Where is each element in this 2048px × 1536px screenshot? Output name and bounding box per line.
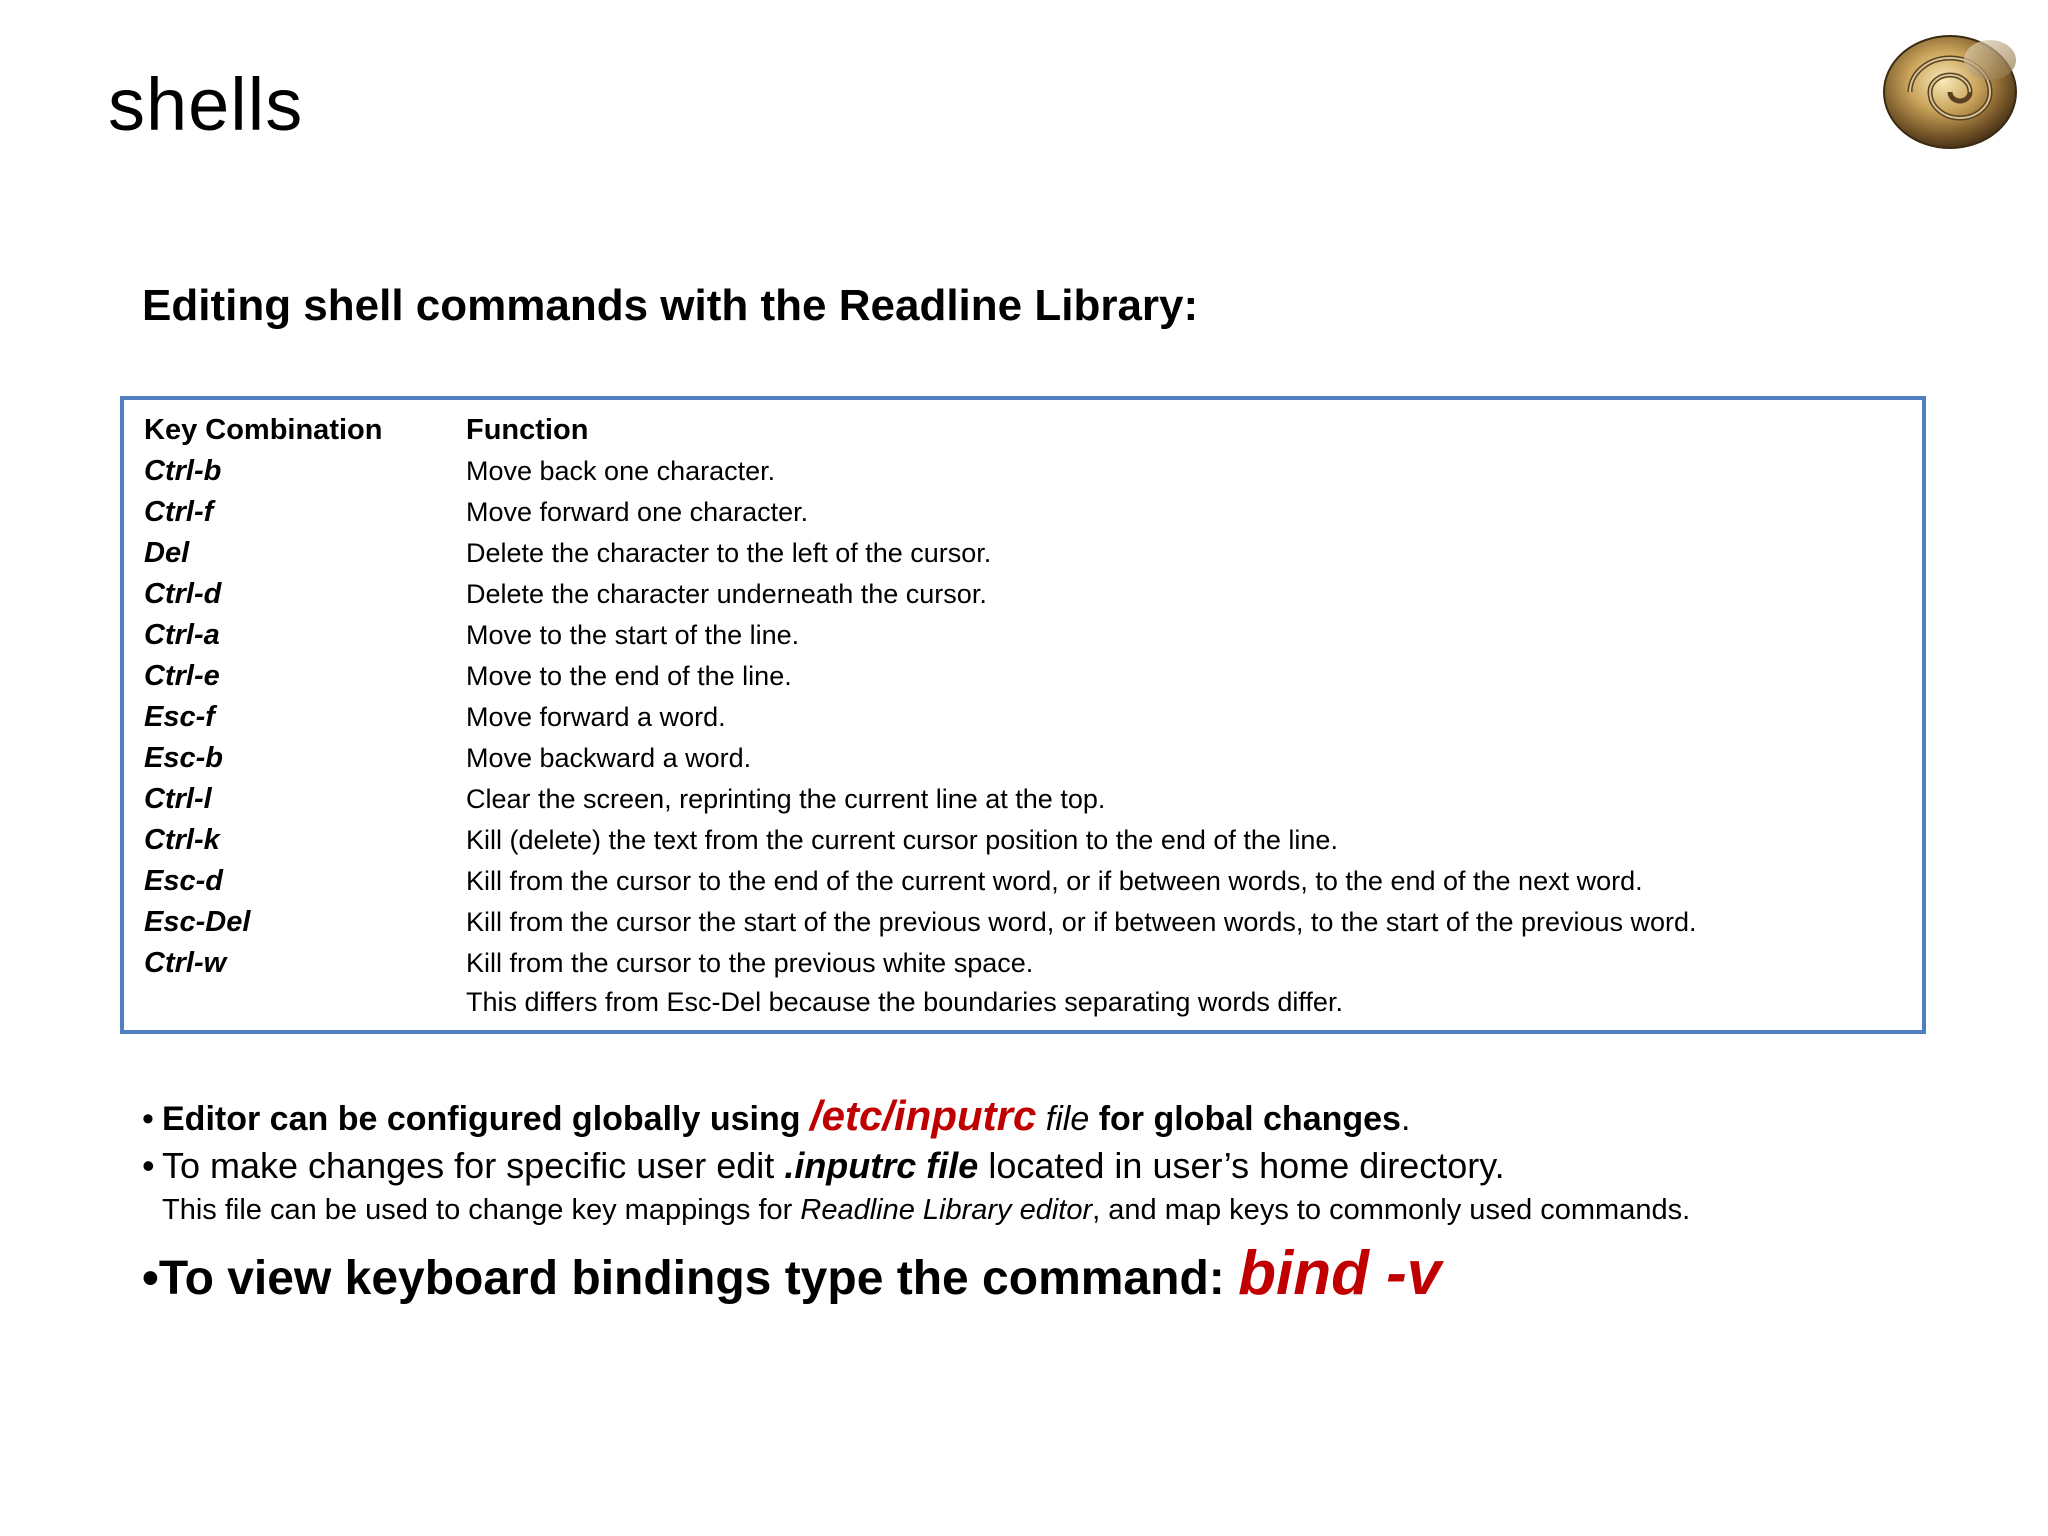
key-bindings-table <box>120 396 1926 1034</box>
table-row <box>144 615 1904 655</box>
key-cell: Ctrl-a <box>144 619 220 651</box>
table-header <box>144 410 1904 450</box>
note-italic: Readline Library editor <box>800 1194 1093 1226</box>
bullet-text-end: located in user’s home directory. <box>978 1145 1505 1186</box>
key-cell: Esc-f <box>144 701 215 733</box>
header-function: Function <box>466 414 589 446</box>
function-cell: Kill from the cursor the start of the previous word, or if between words, to the start of the previous word. <box>466 907 1697 937</box>
table-row <box>144 697 1904 737</box>
bullet-global-config <box>142 1090 1410 1145</box>
bullet-dot: • <box>142 1252 159 1305</box>
key-cell: Ctrl-b <box>144 455 222 487</box>
function-cell: Kill from the cursor to the previous white space. <box>466 948 1034 978</box>
table-row <box>144 779 1904 819</box>
bullet-text: To view keyboard bindings type the command: <box>158 1252 1239 1305</box>
bullet-text: Editor can be configured globally using <box>162 1100 810 1138</box>
key-cell: Ctrl-w <box>144 947 227 979</box>
table-row <box>144 451 1904 491</box>
bind-command: bind -v <box>1238 1239 1442 1308</box>
note-text-end: , and map keys to commonly used commands. <box>1092 1194 1691 1226</box>
table-footnote-row <box>144 982 1904 1022</box>
bullet-view-bindings <box>142 1236 1441 1317</box>
function-cell: Kill (delete) the text from the current cursor position to the end of the line. <box>466 825 1338 855</box>
bullet-user-config <box>142 1140 1505 1192</box>
table-footnote: This differs from Esc-Del because the boundaries separating words differ. <box>466 987 1343 1017</box>
note-text: This file can be used to change key mappings for <box>162 1194 801 1226</box>
key-cell: Ctrl-e <box>144 660 220 692</box>
table-row <box>144 902 1904 942</box>
function-cell: Move forward a word. <box>466 702 726 732</box>
key-cell: Esc-Del <box>144 906 251 938</box>
bullet-text-end: for global changes <box>1089 1100 1401 1138</box>
function-cell: Clear the screen, reprinting the current line at the top. <box>466 784 1106 814</box>
user-config-note <box>162 1188 1690 1232</box>
key-cell: Ctrl-l <box>144 783 212 815</box>
function-cell: Delete the character underneath the cursor. <box>466 579 987 609</box>
inputrc-global-path: /etc/inputrc <box>809 1092 1037 1139</box>
file-word: file <box>1036 1100 1090 1138</box>
function-cell: Kill from the cursor to the end of the current word, or if between words, to the end of the next word. <box>466 866 1643 896</box>
function-cell: Move backward a word. <box>466 743 752 773</box>
key-cell: Esc-d <box>144 865 223 897</box>
table-row <box>144 492 1904 532</box>
bullet-period: . <box>1400 1100 1411 1138</box>
table-row <box>144 943 1904 983</box>
table-row <box>144 574 1904 614</box>
nautilus-shell-icon <box>1872 24 2032 154</box>
table-row <box>144 738 1904 778</box>
inputrc-user-file: .inputrc file <box>784 1145 979 1186</box>
key-cell: Esc-b <box>144 742 223 774</box>
function-cell: Move forward one character. <box>466 497 809 527</box>
key-cell: Ctrl-f <box>144 496 214 528</box>
table-row <box>144 861 1904 901</box>
bullet-text: To make changes for specific user edit <box>162 1145 785 1186</box>
slide-title: shells <box>108 63 304 146</box>
function-cell: Move to the end of the line. <box>466 661 792 691</box>
slide-subtitle: Editing shell commands with the Readline Library: <box>142 281 1199 330</box>
key-cell: Ctrl-k <box>144 824 220 856</box>
bullet-dot: • <box>142 1145 155 1186</box>
function-cell: Move back one character. <box>466 456 776 486</box>
table-row <box>144 533 1904 573</box>
header-key-combination: Key Combination <box>144 414 383 446</box>
table-row <box>144 656 1904 696</box>
bullet-dot: • <box>142 1100 154 1138</box>
key-cell: Del <box>144 537 190 569</box>
function-cell: Move to the start of the line. <box>466 620 800 650</box>
function-cell: Delete the character to the left of the cursor. <box>466 538 992 568</box>
key-cell: Ctrl-d <box>144 578 222 610</box>
table-row <box>144 820 1904 860</box>
